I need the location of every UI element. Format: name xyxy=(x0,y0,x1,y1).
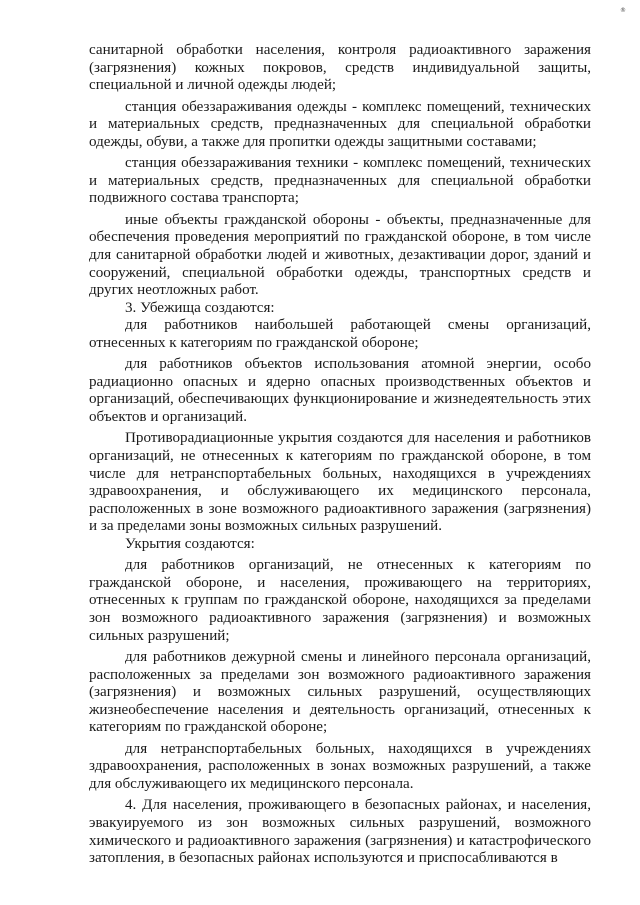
document-body xyxy=(89,42,591,868)
paragraph-clothing-station: станция обеззараживания одежды - комплекс помещений, технических и материальных средств, предназначенных для специальной обработки одежды, обуви, а также для пропитки одежды защитными составами; xyxy=(89,98,591,150)
paragraph-shelters-nuclear: для работников объектов использования атомной энергии, особо радиационно опасных и ядерно опасных производственных объектов и организаций, обеспечивающих функционирование и жизнедеятельность этих объектов и организаций. xyxy=(89,356,591,425)
paragraph-shelters-workers: для работников наибольшей работающей смены организаций, отнесенных к категориям по гражданской обороне; xyxy=(89,317,591,351)
paragraph-covers-duty-shift: для работников дежурной смены и линейного персонала организаций, расположенных за пределами зон возможного радиоактивного заражения (загрязнения) и возможных сильных разрушений, осуществляющих жизнеобеспечение населения и деятельность организаций, отнесенных к категориям по гражданской обороне; xyxy=(89,649,591,736)
paragraph-radiation-shelters: Противорадиационные укрытия создаются для населения и работников организаций, не отнесенных к категориям по гражданской обороне, в том числе для нетранспортабельных больных, находящихся в учреждениях здравоохранения, и обслуживающего их медицинского персонала, расположенных в зоне возможного радиоактивного заражения (загрязнения) и за пределами зоны возможных сильных разрушений. xyxy=(89,430,591,535)
paragraph-covers-patients: для нетранспортабельных больных, находящихся в учреждениях здравоохранения, расположенных в зонах возможных разрушений, а также для обслуживающего их медицинского персонала. xyxy=(89,740,591,792)
paragraph-covers-heading: Укрытия создаются: xyxy=(125,535,255,552)
paragraph-continuation: санитарной обработки населения, контроля радиоактивного заражения (загрязнения) кожных покровов, средств индивидуальной защиты, специальной и личной одежды людей; xyxy=(89,42,591,94)
paragraph-shelters-heading: 3. Убежища создаются: xyxy=(125,299,275,316)
paragraph-safe-areas: 4. Для населения, проживающего в безопасных районах, и населения, эвакуируемого из зон возможных сильных разрушений, возможного химического и радиоактивного заражения (загрязнения) и катастрофического затопления, в безопасных районах используются и приспосабливаются в xyxy=(89,797,591,867)
paragraph-vehicle-station: станция обеззараживания техники - комплекс помещений, технических и материальных средств, предназначенных для специальной обработки подвижного состава транспорта; xyxy=(89,155,591,207)
paragraph-covers-workers: для работников организаций, не отнесенных к категориям по гражданской обороне, и населения, проживающего на территориях, отнесенных к группам по гражданской обороне, находящихся за пределами зон возможного радиоактивного заражения (загрязнения) и возможных сильных разрушений; xyxy=(89,557,591,644)
paragraph-other-objects: иные объекты гражданской обороны - объекты, предназначенные для обеспечения проведения мероприятий по гражданской обороне, в том числе для санитарной обработки людей и животных, дезактивации дорог, зданий и сооружений, специальной обработки одежды, транспортных средств и других неотложных работ. xyxy=(89,211,591,299)
scan-corner-mark: ® xyxy=(620,7,626,14)
